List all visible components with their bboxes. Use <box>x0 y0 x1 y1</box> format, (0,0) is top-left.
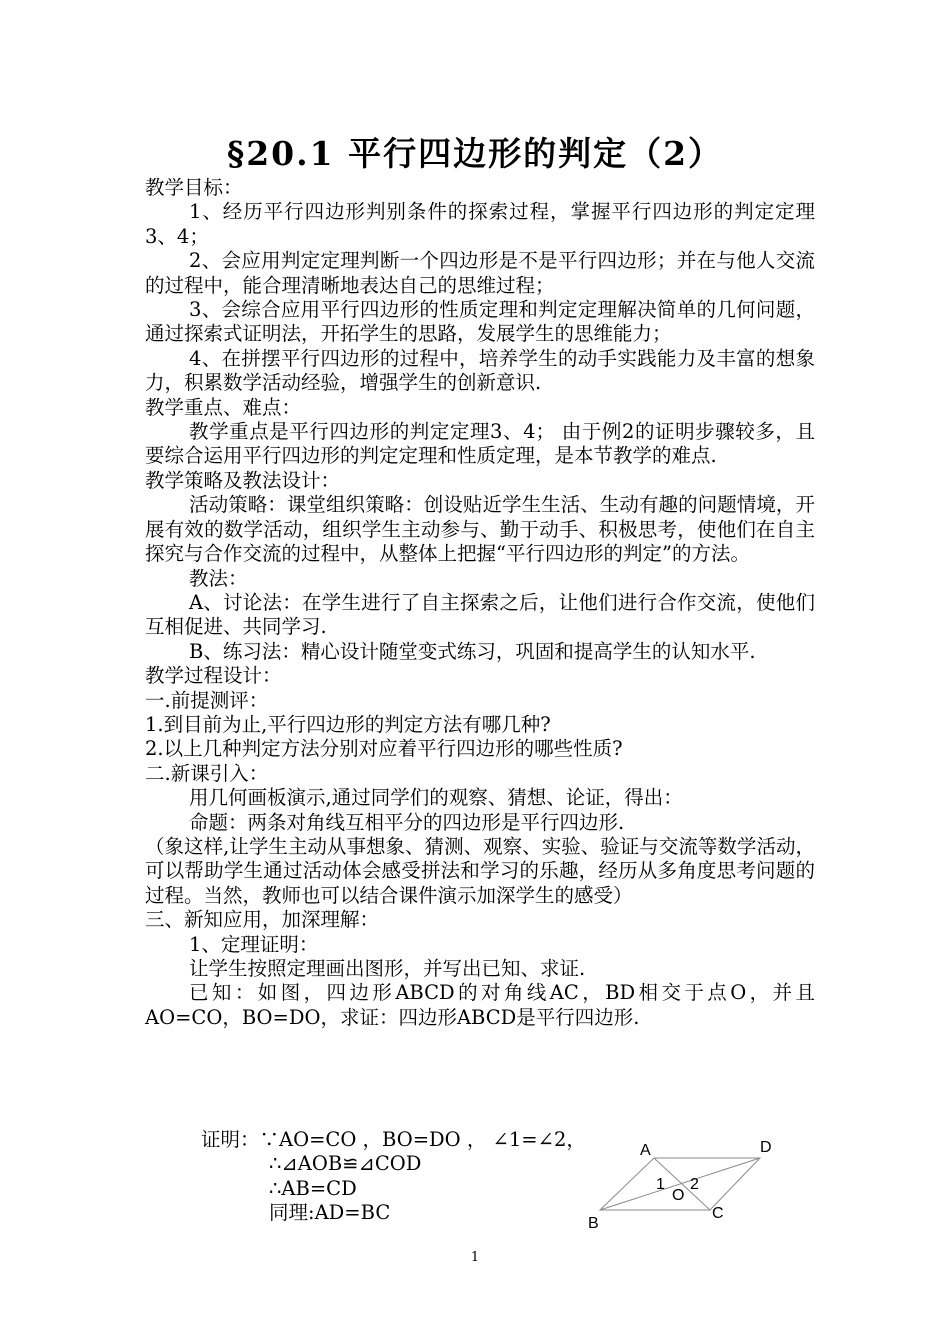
paragraph: 3、会综合应用平行四边形的性质定理和判定定理解决简单的几何问题，通过探索式证明法，开拓学生的思路，发展学生的思维能力； <box>145 298 815 346</box>
paragraph: 教学目标： <box>145 176 243 199</box>
paragraph: 用几何画板演示,通过同学们的观察、猜想、论证，得出： <box>189 786 683 810</box>
paragraph: 已知：如图，四边形ABCD的对角线AC，BD相交于点O，并且AO=CO，BO=DO，求证：四边形ABCD是平行四边形. <box>145 981 815 1029</box>
proof-line: 同理:AD=BC <box>269 1201 391 1225</box>
paragraph: 教法： <box>189 566 248 590</box>
page-title: §20.1 平行四边形的判定（2） <box>226 134 724 173</box>
page-number: 1 <box>470 1250 480 1265</box>
paragraph: 活动策略：课堂组织策略：创设贴近学生生活、生动有趣的问题情境，开展有效的数学活动，组织学生主动参与、勤于动手、积极思考，使他们在自主探究与合作交流的过程中，从整体上把握“平行四边形的判定”的方法。 <box>145 493 815 566</box>
label-c: C <box>712 1205 724 1222</box>
label-o: O <box>672 1187 685 1204</box>
paragraph: 1.到目前为止,平行四边形的判定方法有哪几种? <box>145 712 551 736</box>
paragraph: 教学策略及教法设计： <box>145 468 341 492</box>
label-d: D <box>760 1139 772 1156</box>
paragraph: 教学重点、难点： <box>145 395 302 419</box>
paragraph: 2、会应用判定定理判断一个四边形是不是平行四边形；并在与他人交流的过程中，能合理清晰地表达自己的思维过程； <box>145 249 815 297</box>
parallelogram-figure <box>582 1128 792 1238</box>
paragraph: （象这样,让学生主动从事想象、猜测、观察、实验、验证与交流等数学活动，可以帮助学生通过活动体会感受拼法和学习的乐趣，经历从多角度思考问题的过程。当然，教师也可以结合课件演示加深学生的感受） <box>145 834 815 907</box>
paragraph: A、讨论法：在学生进行了自主探索之后，让他们进行合作交流，使他们互相促进、共同学习. <box>145 590 815 639</box>
paragraph: B、练习法：精心设计随堂变式练习，巩固和提高学生的认知水平. <box>189 639 756 663</box>
label-b: B <box>588 1215 599 1232</box>
proof-line: 证明：∵AO=CO ，BO=DO ， ∠1=∠2， <box>201 1128 586 1151</box>
paragraph: 一.前提测评： <box>145 688 269 712</box>
paragraph: 教学过程设计： <box>145 664 282 688</box>
label-angle-2: 2 <box>690 1176 699 1193</box>
document-body <box>145 176 815 1030</box>
proof-line: ∴⊿AOB≌⊿COD <box>269 1152 422 1176</box>
paragraph: 让学生按照定理画出图形，并写出已知、求证. <box>189 957 586 980</box>
paragraph: 1、定理证明： <box>189 932 319 956</box>
paragraph: 教学重点是平行四边形的判定定理3、4； 由于例2的证明步骤较多，且要综合运用平行四边形的判定定理和性质定理，是本节教学的难点. <box>145 420 815 468</box>
paragraph: 命题：两条对角线互相平分的四边形是平行四边形. <box>189 810 625 834</box>
paragraph: 二.新课引入： <box>145 761 269 785</box>
paragraph: 1、经历平行四边形判别条件的探索过程，掌握平行四边形的判定定理3、4； <box>145 200 815 248</box>
paragraph: 三、新知应用，加深理解： <box>145 908 380 932</box>
proof-block <box>145 1128 625 1226</box>
label-a: A <box>640 1142 651 1159</box>
paragraph: 4、在拼摆平行四边形的过程中，培养学生的动手实践能力及丰富的想象力，积累数学活动经验，增强学生的创新意识. <box>145 346 815 395</box>
paragraph: 2.以上几种判定方法分别对应着平行四边形的哪些性质? <box>145 737 623 761</box>
proof-line: ∴AB=CD <box>269 1176 357 1200</box>
label-angle-1: 1 <box>656 1176 665 1193</box>
